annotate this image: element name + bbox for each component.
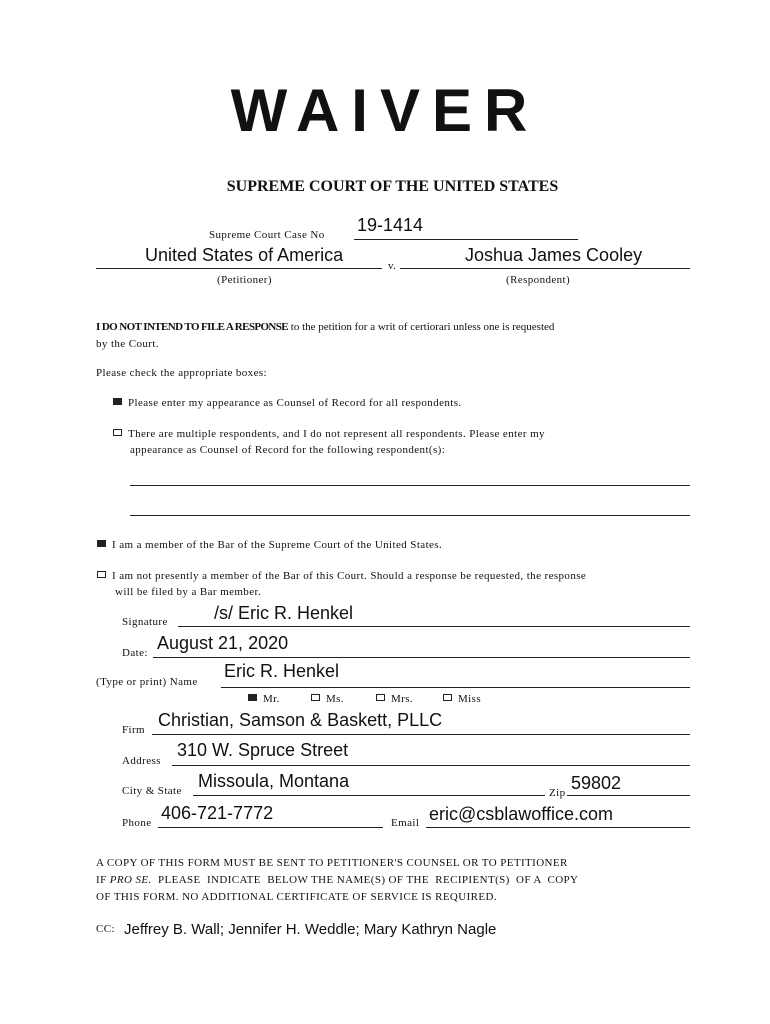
checkbox-mrs[interactable] <box>376 694 385 701</box>
option-all-respondents[interactable] <box>113 397 462 409</box>
intent-bold: I DO NOT INTEND TO FILE A RESPONSE <box>96 321 289 333</box>
phone-line <box>158 827 383 828</box>
address-label: Address <box>122 755 161 767</box>
respondents-line-2[interactable] <box>130 515 690 516</box>
title-ms-label: Ms. <box>326 693 345 705</box>
option-multiple-label-line1: There are multiple respondents, and I do not represent all respondents. Please enter my <box>128 428 545 440</box>
title-miss-label: Miss <box>458 693 481 705</box>
option-not-member[interactable] <box>97 570 586 582</box>
case-number-label: Supreme Court Case No <box>209 229 325 241</box>
city-line <box>193 795 545 796</box>
document-title: WAIVER <box>230 77 540 144</box>
name-line <box>221 687 690 688</box>
signature-line <box>178 626 690 627</box>
title-ms[interactable] <box>311 693 344 705</box>
respondent-caption: (Respondent) <box>506 274 571 286</box>
firm-label: Firm <box>122 724 145 736</box>
address-line <box>172 765 690 766</box>
firm-value[interactable]: Christian, Samson & Baskett, PLLC <box>158 710 443 730</box>
date-line <box>153 657 690 658</box>
date-label: Date: <box>122 647 148 659</box>
title-mrs-label: Mrs. <box>391 693 414 705</box>
versus-label: v. <box>388 260 397 272</box>
respondent-line <box>400 268 690 269</box>
case-number-line <box>354 239 578 240</box>
option-not-member-label-line1: I am not presently a member of the Bar of this Court. Should a response be requested, the response <box>112 570 587 582</box>
option-multiple-label-line2: appearance as Counsel of Record for the following respondent(s): <box>130 444 446 456</box>
phone-value[interactable]: 406-721-7772 <box>161 803 274 823</box>
title-mrs[interactable] <box>376 693 413 705</box>
phone-label: Phone <box>122 817 152 829</box>
court-name: SUPREME COURT OF THE UNITED STATES <box>226 178 559 195</box>
case-number-value[interactable]: 19-1414 <box>357 215 424 235</box>
checkbox-miss[interactable] <box>443 694 452 701</box>
respondents-line-1[interactable] <box>130 485 690 486</box>
city-label: City & State <box>122 785 182 797</box>
checkbox-not-member[interactable] <box>97 571 106 578</box>
notice-line2-a: IF <box>96 874 110 886</box>
instructions: Please check the appropriate boxes: <box>96 367 267 379</box>
zip-label: Zip <box>549 787 566 799</box>
respondent-value[interactable]: Joshua James Cooley <box>465 245 643 265</box>
email-label: Email <box>391 817 420 829</box>
title-mr[interactable] <box>248 693 280 705</box>
name-value[interactable]: Eric R. Henkel <box>224 661 340 681</box>
petitioner-line <box>96 268 382 269</box>
notice-line1: A COPY OF THIS FORM MUST BE SENT TO PETITIONER'S COUNSEL OR TO PETITIONER <box>96 857 568 869</box>
option-not-member-label-line2: will be filed by a Bar member. <box>115 586 262 598</box>
intent-statement <box>96 319 696 353</box>
checkbox-bar-member[interactable] <box>97 540 106 547</box>
cc-label: CC: <box>96 923 115 935</box>
zip-value[interactable]: 59802 <box>571 773 622 793</box>
option-multiple-respondents[interactable] <box>113 428 545 440</box>
option-all-respondents-label: Please enter my appearance as Counsel of Record for all respondents. <box>128 397 462 409</box>
zip-line <box>567 795 690 796</box>
checkbox-all-respondents[interactable] <box>113 398 122 405</box>
checkbox-multiple-respondents[interactable] <box>113 429 122 436</box>
petitioner-caption: (Petitioner) <box>217 274 272 286</box>
option-bar-member[interactable] <box>97 539 442 551</box>
checkbox-ms[interactable] <box>311 694 320 701</box>
address-value[interactable]: 310 W. Spruce Street <box>177 740 349 760</box>
option-bar-member-label: I am a member of the Bar of the Supreme Court of the United States. <box>112 539 443 551</box>
email-line <box>426 827 690 828</box>
petitioner-value[interactable]: United States of America <box>145 245 344 265</box>
cc-recipients[interactable]: Jeffrey B. Wall; Jennifer H. Weddle; Mary Kathryn Nagle <box>124 921 497 938</box>
notice-line3: OF THIS FORM. NO ADDITIONAL CERTIFICATE OF SERVICE IS REQUIRED. <box>96 891 498 903</box>
checkbox-mr[interactable] <box>248 694 257 701</box>
date-value[interactable]: August 21, 2020 <box>157 633 289 653</box>
email-value[interactable]: eric@csblawoffice.com <box>429 804 613 824</box>
firm-line <box>152 734 690 735</box>
title-miss[interactable] <box>443 693 481 705</box>
notice-pro-se: PRO SE. <box>109 874 152 886</box>
city-value[interactable]: Missoula, Montana <box>198 771 350 791</box>
title-mr-label: Mr. <box>263 693 280 705</box>
notice-line2-b: PLEASE INDICATE BELOW THE NAME(S) OF THE RECIPIENT(S) OF A COPY <box>151 874 579 886</box>
name-label: (Type or print) Name <box>96 676 198 688</box>
signature-label: Signature <box>122 616 168 628</box>
intent-rest: to the petition for a writ of certiorari unless one is requested <box>288 321 555 333</box>
signature-value[interactable]: /s/ Eric R. Henkel <box>214 603 354 623</box>
intent-line2: by the Court. <box>96 338 159 350</box>
service-notice <box>96 855 696 906</box>
